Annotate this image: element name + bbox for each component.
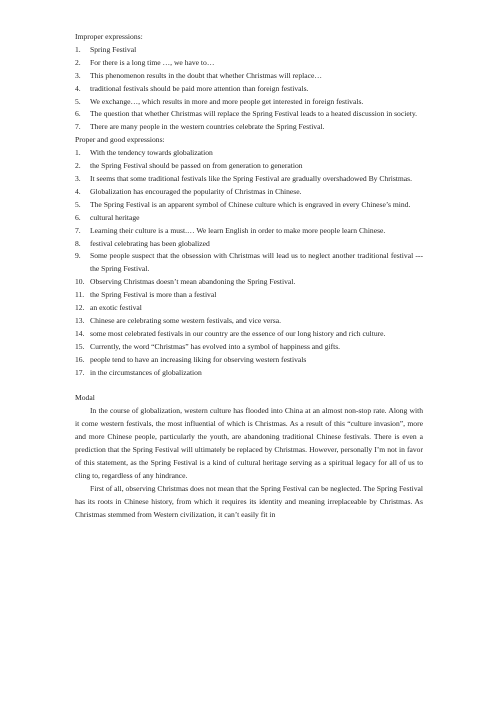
- modal-heading: Modal: [75, 393, 95, 403]
- item-number: 5.: [75, 96, 81, 106]
- item-text: We exchange…, which results in more and more people get interested in foreign festivals.: [90, 96, 364, 106]
- list-item: [75, 186, 423, 199]
- item-text: Some people suspect that the obsession with Christmas will lead us to neglect another traditional festival --- the Spring Festival.: [90, 251, 423, 274]
- item-text: Chinese are celebrating some western festivals, and vice versa.: [90, 315, 282, 325]
- improper-expressions-heading: Improper expressions:: [75, 32, 143, 41]
- item-text: There are many people in the western countries celebrate the Spring Festival.: [90, 122, 325, 132]
- item-number: 2.: [75, 161, 81, 171]
- item-number: 17.: [75, 367, 85, 377]
- proper-expressions-list: [75, 147, 423, 379]
- proper-expressions-heading: Proper and good expressions:: [75, 135, 165, 145]
- item-text: The question that whether Christmas will replace the Spring Festival leads to a heated discussion in society.: [90, 109, 418, 119]
- item-number: 4.: [75, 186, 81, 196]
- item-number: 3.: [75, 70, 81, 80]
- list-item: [75, 367, 423, 380]
- list-item: [75, 276, 423, 289]
- item-text: Currently, the word “Christmas” has evolved into a symbol of happiness and gifts.: [90, 341, 341, 351]
- list-item: [75, 328, 423, 341]
- list-item: [75, 173, 423, 186]
- item-text: Observing Christmas doesn’t mean abandoning the Spring Festival.: [90, 277, 296, 287]
- item-text: Spring Festival: [90, 44, 137, 54]
- item-number: 7.: [75, 122, 81, 132]
- list-item: [75, 44, 423, 57]
- item-number: 2.: [75, 57, 81, 67]
- list-item: [75, 341, 423, 354]
- item-number: 16.: [75, 354, 85, 364]
- item-number: 15.: [75, 341, 85, 351]
- list-item: [75, 121, 423, 134]
- list-item: [75, 315, 423, 328]
- list-item: [75, 354, 423, 367]
- item-text: Globalization has encouraged the popularity of Christmas in Chinese.: [90, 186, 302, 196]
- item-text: people tend to have an increasing liking for observing western festivals: [90, 354, 307, 364]
- item-text: some most celebrated festivals in our country are the essence of our long history and rich culture.: [90, 328, 386, 338]
- item-number: 13.: [75, 315, 85, 325]
- item-number: 12.: [75, 303, 85, 313]
- item-text: festival celebrating has been globalized: [90, 238, 210, 248]
- item-text: With the tendency towards globalization: [90, 148, 213, 158]
- item-number: 7.: [75, 225, 81, 235]
- item-text: traditional festivals should be paid more attention than foreign festivals.: [90, 83, 309, 93]
- item-text: cultural heritage: [90, 212, 140, 222]
- list-item: [75, 147, 423, 160]
- list-item: [75, 83, 423, 96]
- list-item: [75, 70, 423, 83]
- item-number: 5.: [75, 199, 81, 209]
- section-spacer: [75, 379, 423, 392]
- item-number: 6.: [75, 109, 81, 119]
- list-item: [75, 238, 423, 251]
- item-number: 11.: [75, 290, 85, 300]
- essay-paragraph: In the course of globalization, western culture has flooded into China at an almost non-stop rate. Along with it come western festivals, the most influential of which is Christmas. As a result of this “culture invasion”, more and more Chinese people, particularly the youth, are abandoning traditional Chinese festivals. There is even a prediction that the Spring Festival will ultimately be replaced by Christmas. However, personally I’m not in favor of this statement, as the Spring Festival is a kind of cultural heritage serving as a spiritual legacy for all of us to cling to, regardless of any hindrance.: [75, 406, 423, 480]
- improper-expressions-list: [75, 44, 423, 134]
- list-item: [75, 289, 423, 302]
- list-item: [75, 212, 423, 225]
- item-text: The Spring Festival is an apparent symbol of Chinese culture which is engraved in every Chinese’s mind.: [90, 199, 411, 209]
- item-text: in the circumstances of globalization: [90, 367, 202, 377]
- list-item: [75, 57, 423, 70]
- item-number: 3.: [75, 173, 81, 183]
- item-number: 10.: [75, 277, 85, 287]
- item-number: 1.: [75, 148, 81, 158]
- list-item: [75, 199, 423, 212]
- item-number: 8.: [75, 238, 81, 248]
- item-text: For there is a long time …, we have to…: [90, 57, 215, 67]
- item-text: the Spring Festival should be passed on from generation to generation: [90, 161, 303, 171]
- document-content: [75, 31, 423, 522]
- list-item: [75, 225, 423, 238]
- item-number: 9.: [75, 251, 81, 261]
- list-item: [75, 250, 423, 276]
- item-number: 14.: [75, 328, 85, 338]
- item-text: This phenomenon results in the doubt that whether Christmas will replace…: [90, 70, 322, 80]
- list-item: [75, 96, 423, 109]
- list-item: [75, 160, 423, 173]
- list-item: [75, 302, 423, 315]
- essay-paragraph: First of all, observing Christmas does not mean that the Spring Festival can be neglected. The Spring Festival has its roots in Chinese history, from which it requires its identity and meaning irreplaceable by Christmas. As Christmas stemmed from Western civilization, it can’t easily fit in: [75, 483, 423, 519]
- item-text: Learning their culture is a must.… We learn English in order to make more people learn Chinese.: [90, 225, 386, 235]
- item-number: 4.: [75, 83, 81, 93]
- item-text: It seems that some traditional festivals like the Spring Festival are gradually overshadowed By Christmas.: [90, 173, 413, 183]
- item-text: an exotic festival: [90, 303, 142, 313]
- item-number: 6.: [75, 212, 81, 222]
- list-item: [75, 108, 423, 121]
- item-number: 1.: [75, 44, 81, 54]
- item-text: the Spring Festival is more than a festival: [90, 290, 217, 300]
